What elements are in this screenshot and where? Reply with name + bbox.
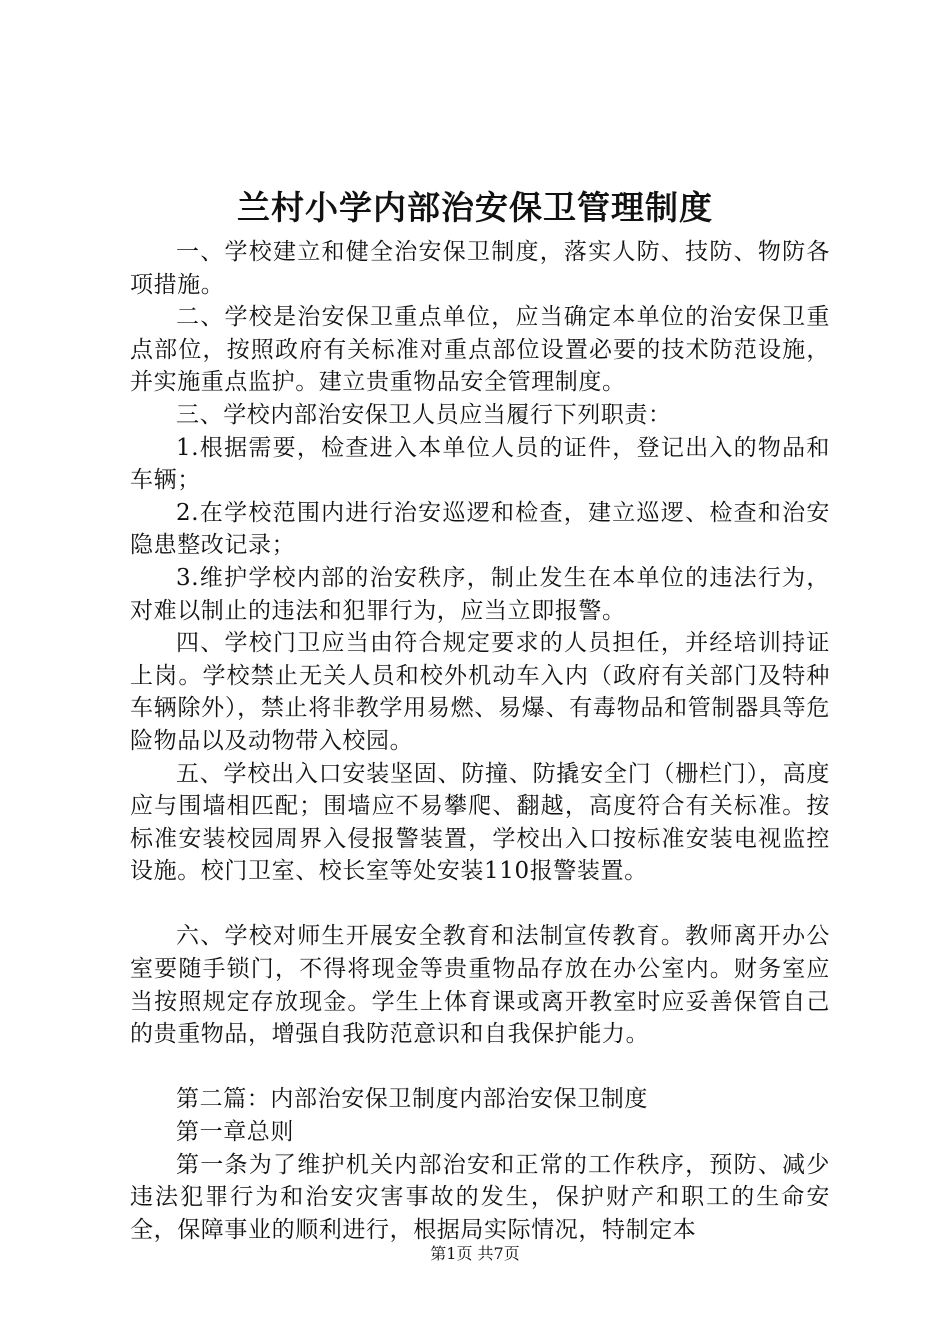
paragraph-4: 四、学校门卫应当由符合规定要求的人员担任，并经培训持证上岗。学校禁止无关人员和校外机动车入内（政府有关部门及特种车辆除外），禁止将非教学用易燃、易爆、有毒物品和管制器具等危险物品以及动物带入校园。 — [130, 630, 830, 754]
chapter-heading: 第一章总则 — [176, 1119, 294, 1146]
document-body — [130, 236, 830, 1246]
page-indicator: 第1页 共7页 — [430, 1244, 520, 1263]
paragraph-3: 三、学校内部治安保卫人员应当履行下列职责： — [176, 401, 672, 428]
paragraph-6: 六、学校对师生开展安全教育和法制宣传教育。教师离开办公室要随手锁门，不得将现金等贵重物品存放在办公室内。财务室应当按照规定存放现金。学生上体育课或离开教室时应妥善保管自己的贵重物品，增强自我防范意识和自我保护能力。 — [130, 923, 830, 1048]
paragraph-5: 五、学校出入口安装坚固、防撞、防撬安全门（栅栏门），高度应与围墙相匹配；围墙应不易攀爬、翻越，高度符合有关标准。按标准安装校园周界入侵报警装置，学校出入口按标准安装电视监控设施。校门卫室、校长室等处安装110报警装置。 — [130, 760, 830, 885]
article-1: 第一条为了维护机关内部治安和正常的工作秩序，预防、减少违法犯罪行为和治安灾害事故的发生，保护财产和职工的生命安全，保障事业的顺利进行，根据局实际情况，特制定本 — [130, 1151, 830, 1243]
paragraph-2: 二、学校是治安保卫重点单位，应当确定本单位的治安保卫重点部位，按照政府有关标准对重点部位设置必要的技术防范设施，并实施重点监护。建立贵重物品安全管理制度。 — [130, 304, 830, 396]
duty-item-3: 3.维护学校内部的治安秩序，制止发生在本单位的违法行为，对难以制止的违法和犯罪行为，应当立即报警。 — [130, 564, 830, 624]
document-title: 兰村小学内部治安保卫管理制度 — [237, 188, 713, 227]
paragraph-1: 一、学校建立和健全治安保卫制度，落实人防、技防、物防各项措施。 — [130, 239, 830, 298]
duty-item-2: 2.在学校范围内进行治安巡逻和检查，建立巡逻、检查和治安隐患整改记录； — [130, 499, 830, 559]
section-heading-part-two: 第二篇：内部治安保卫制度内部治安保卫制度 — [176, 1086, 648, 1113]
duty-item-1: 1.根据需要，检查进入本单位人员的证件，登记出入的物品和车辆； — [130, 434, 830, 494]
